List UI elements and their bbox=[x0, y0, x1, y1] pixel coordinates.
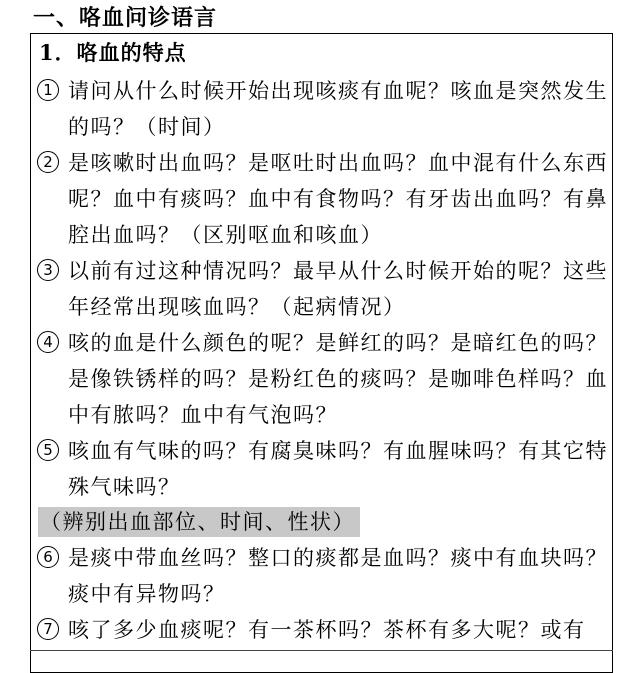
item-text: 请问从什么时候开始出现咳痰有血呢？咳血是突然发生的吗？（时间） bbox=[68, 79, 608, 139]
item-number-circle: 5 bbox=[37, 439, 59, 461]
box-subheading: 1．咯血的特点 bbox=[39, 40, 187, 65]
item-text: 咳的血是什么颜色的呢？是鲜红的吗？是暗红色的吗？是像铁锈样的吗？是粉红色的痰吗？是咖啡色样吗？血中有脓吗？血中有气泡吗？ bbox=[68, 331, 608, 427]
item-text: 咳血有气味的吗？有腐臭味吗？有血腥味吗？有其它特殊气味吗？ bbox=[68, 439, 608, 499]
item-number-circle: 6 bbox=[37, 546, 59, 568]
item-text: 以前有过这种情况吗？最早从什么时候开始的呢？这些年经常出现咳血吗？（起病情况） bbox=[68, 259, 608, 319]
item-text: 咳了多少血痰呢？有一茶杯吗？茶杯有多大呢？或有 bbox=[68, 618, 586, 642]
page-divider bbox=[30, 650, 613, 651]
item-number-circle: 1 bbox=[37, 79, 59, 101]
section-heading: 一、咯血问诊语言 bbox=[33, 5, 218, 31]
item-text: 是痰中带血丝吗？整口的痰都是血吗？痰中有血块吗？痰中有异物吗？ bbox=[68, 546, 608, 606]
item-number-circle: 3 bbox=[37, 259, 59, 281]
item-number-circle: 7 bbox=[37, 618, 59, 640]
item-number-circle: 2 bbox=[37, 151, 59, 173]
item-text: 是咳嗽时出血吗？是呕吐时出血吗？血中混有什么东西呢？血中有痰吗？血中有食物吗？有牙齿出血吗？有鼻腔出血吗？（区别呕血和咳血） bbox=[68, 151, 608, 247]
note-text: （辨别出血部位、时间、性状） bbox=[40, 510, 355, 534]
item-number-circle: 4 bbox=[37, 331, 59, 353]
